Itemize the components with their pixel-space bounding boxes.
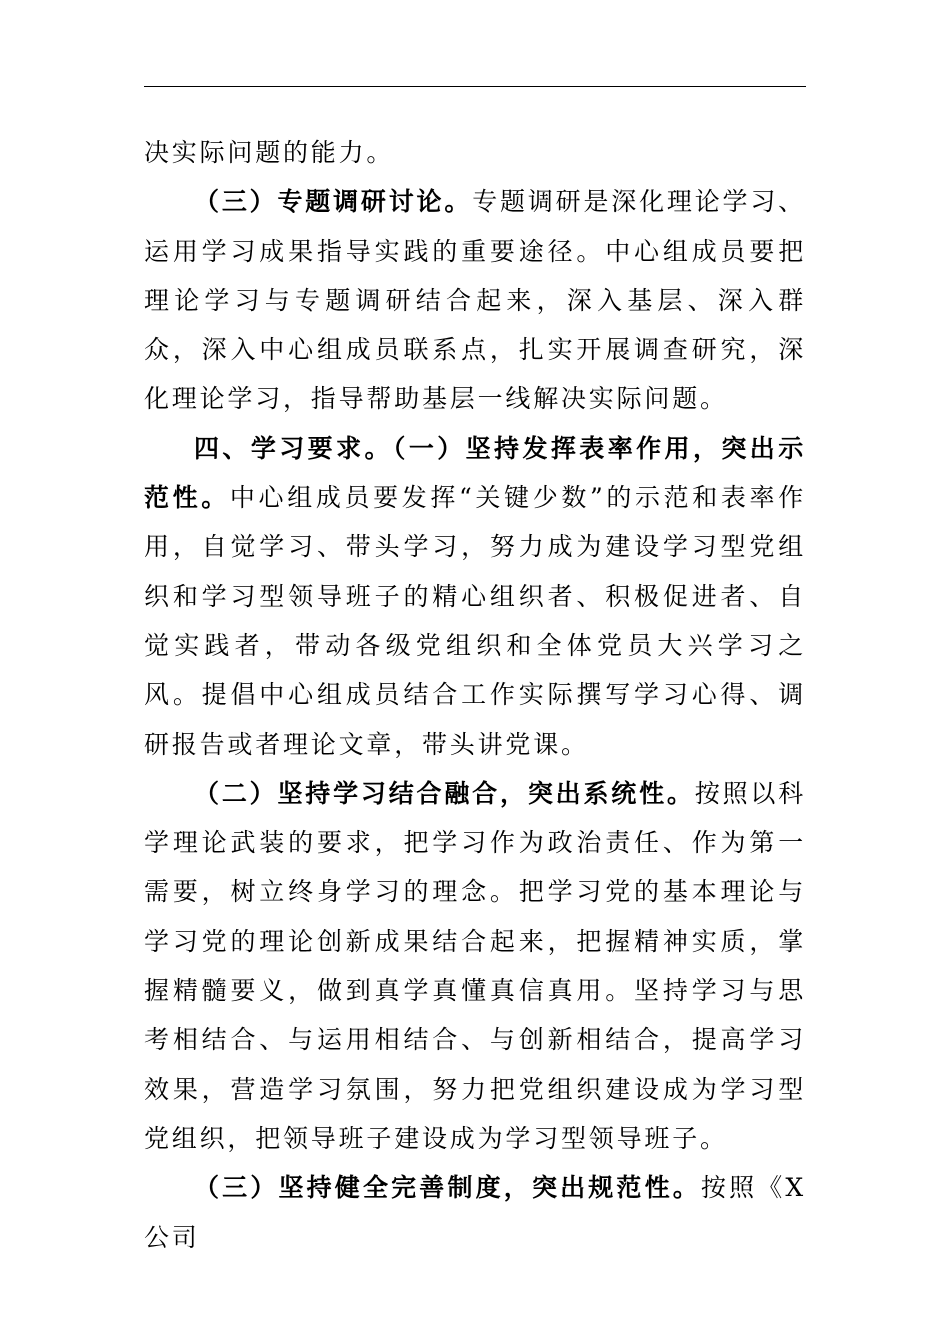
header-rule: [144, 86, 806, 87]
paragraph-lead: （一）坚持发挥表率作用，突出示范性。: [144, 433, 806, 513]
paragraph-text: 按照以科学理论武装的要求，把学习作为政治责任、作为第一需要，树立终身学习的理念。把学习党的基本理论与学习党的理论创新成果结合起来，把握精神实质，掌握精髓要义，做到真学真懂真信真用。坚持学习与思考相结合、与运用相结合、与创新相结合，提高学习效果，营造学习氛围，努力把党组织建设成为学习型党组织，把领导班子建设成为学习型领导班子。: [144, 778, 807, 1153]
paragraph-lead: （三）坚持健全完善制度，突出规范性。: [194, 1173, 701, 1203]
paragraph-lead: （三）专题调研讨论。: [194, 187, 473, 217]
document-body: [144, 128, 806, 1262]
paragraph-text: 中心组成员要发挥“关键少数”的示范和表率作用，自觉学习、带头学习，努力成为建设学习型党组织和学习型领导班子的精心组织者、积极促进者、自觉实践者，带动各级党组织和全体党员大兴学习之风。提倡中心组成员结合工作实际撰写学习心得、调研报告或者理论文章，带头讲党课。: [144, 483, 806, 759]
paragraph-text: 决实际问题的能力。: [144, 138, 395, 167]
paragraph-learning-requirements: [144, 424, 806, 769]
paragraph-systematic: [144, 769, 806, 1163]
paragraph-standardization: [144, 1163, 806, 1262]
paragraph-lead: （二）坚持学习结合融合，突出系统性。: [194, 778, 695, 808]
paragraph-continuation: [144, 128, 806, 177]
paragraph-special-research: [144, 177, 806, 423]
section-heading: 四、学习要求。: [194, 433, 393, 463]
paragraph-text: 按照《X公司: [144, 1173, 807, 1252]
paragraph-text: 专题调研是深化理论学习、运用学习成果指导实践的重要途径。中心组成员要把理论学习与专题调研结合起来，深入基层、深入群众，深入中心组成员联系点，扎实开展调查研究，深化理论学习，指导帮助基层一线解决实际问题。: [144, 187, 806, 414]
